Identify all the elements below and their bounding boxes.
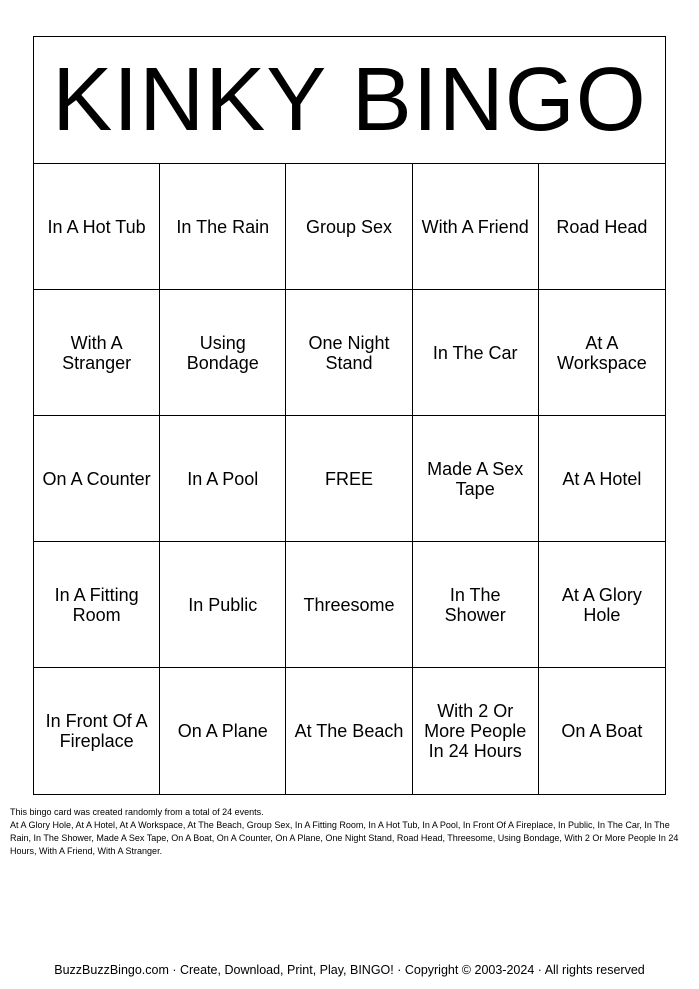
bingo-cell: With A Stranger: [34, 290, 160, 416]
info-events-list: At A Glory Hole, At A Hotel, At A Workspace, At The Beach, Group Sex, In A Fitting Room, In A Hot Tub, In A Pool, In Front Of A Fireplace, In Public, In The Car, In The Rain, In The Shower, Made A Sex Tape, On A Boat, On A Counter, On A Plane, One Night Stand, Road Head, Threesome, Using Bondage, With 2 Or More People In 24 Hours, With A Friend, With A Stranger.: [10, 820, 679, 856]
bingo-cell: Group Sex: [286, 164, 412, 290]
bingo-cell: Made A Sex Tape: [413, 416, 539, 542]
bingo-cell: On A Counter: [34, 416, 160, 542]
bingo-cell: At The Beach: [286, 668, 412, 794]
bingo-cell: In A Hot Tub: [34, 164, 160, 290]
bingo-cell: At A Glory Hole: [539, 542, 665, 668]
bingo-cell: In A Pool: [160, 416, 286, 542]
bingo-cell: On A Plane: [160, 668, 286, 794]
card-title: KINKY BINGO: [34, 37, 665, 164]
bingo-cell: Road Head: [539, 164, 665, 290]
bingo-cell: On A Boat: [561, 721, 643, 741]
card-info: [10, 806, 690, 858]
bingo-cell: In The Rain: [160, 164, 286, 290]
bingo-cell: In A Fitting Room: [34, 542, 160, 668]
bingo-cell: In Public: [160, 542, 286, 668]
bingo-cell: With 2 Or More People In 24 Hours: [413, 668, 539, 794]
bingo-cell: In The Shower: [413, 542, 539, 668]
free-cell: FREE: [286, 416, 412, 542]
info-summary: This bingo card was created randomly from a total of 24 events.: [10, 807, 264, 817]
page-footer: BuzzBuzzBingo.com · Create, Download, Print, Play, BINGO! · Copyright © 2003-2024 · All rights reserved: [54, 963, 645, 977]
bingo-cell: In The Car: [413, 290, 539, 416]
bingo-card: [33, 36, 666, 795]
bingo-cell: At A Hotel: [539, 416, 665, 542]
bingo-cell: At A Workspace: [539, 290, 665, 416]
bingo-cell: With A Friend: [413, 164, 539, 290]
bingo-grid: [34, 164, 665, 794]
bingo-cell: One Night Stand: [286, 290, 412, 416]
bingo-cell: Using Bondage: [160, 290, 286, 416]
bingo-cell: Threesome: [286, 542, 412, 668]
bingo-cell: In Front Of A Fireplace: [34, 668, 160, 794]
